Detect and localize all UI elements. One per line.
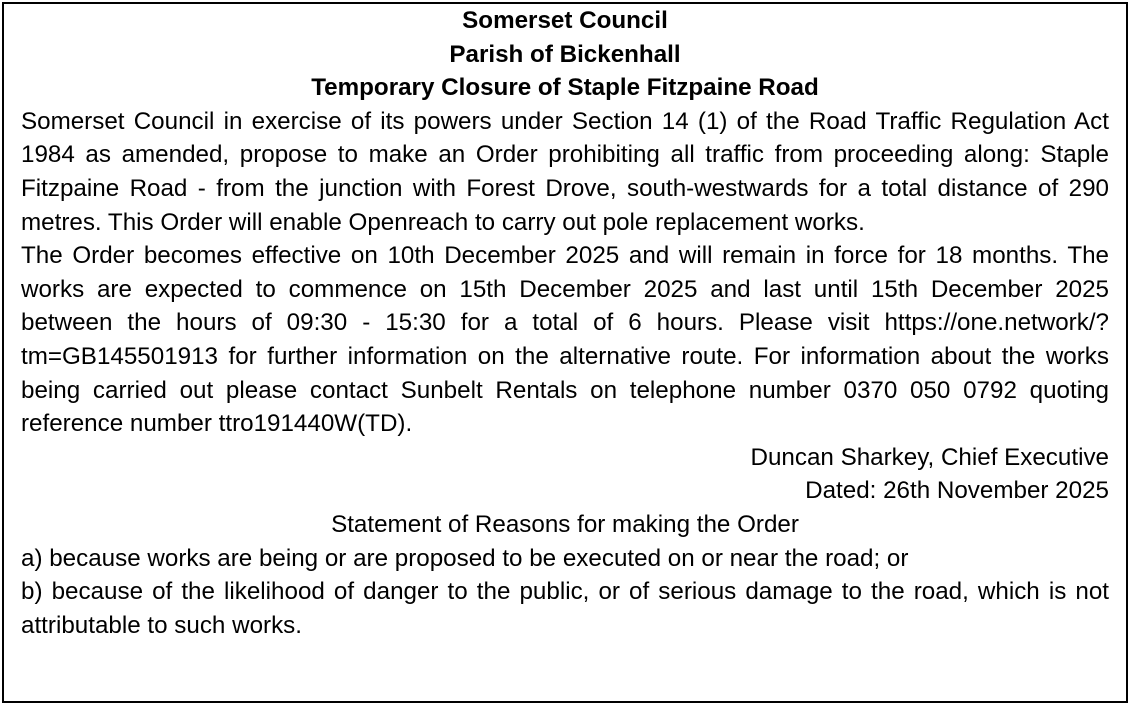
parish-name: Parish of Bickenhall xyxy=(449,40,681,68)
signatory: Duncan Sharkey, Chief Executive xyxy=(750,443,1109,471)
reason-b: b) because of the likelihood of danger to the public, or of serious damage to the road, which is not attributable to such works. xyxy=(21,578,1109,639)
notice-title: Temporary Closure of Staple Fitzpaine Road xyxy=(311,74,819,102)
reasons-heading: Statement of Reasons for making the Order xyxy=(331,510,799,538)
order-paragraph: Somerset Council in exercise of its powers under Section 14 (1) of the Road Traffic Regulation Act 1984 as amended, propose to make an Order prohibiting all traffic from proceeding along: Staple Fitzpaine Road - from the junction with Forest Drove, south-westwards for a total distance of 290 metres. This Order will enable Openreach to carry out pole replacement works. xyxy=(21,107,1109,236)
council-name: Somerset Council xyxy=(462,7,668,34)
effective-paragraph: The Order becomes effective on 10th December 2025 and will remain in force for 18 months. The works are expected to commence on 15th December 2025 and last until 15th December 2025 between the hours of 09:30 - 15:30 for a total of 6 hours. Please visit https://one.network/?tm=GB145501913 for further information on the alternative route. For information about the works being carried out please contact Sunbelt Rentals on telephone number 0370 050 0792 quoting reference number ttro191440W(TD). xyxy=(21,242,1109,438)
reason-a: a) because works are being or are proposed to be executed on or near the road; or xyxy=(21,544,909,572)
public-notice xyxy=(2,2,1128,703)
dated-line: Dated: 26th November 2025 xyxy=(805,477,1109,505)
